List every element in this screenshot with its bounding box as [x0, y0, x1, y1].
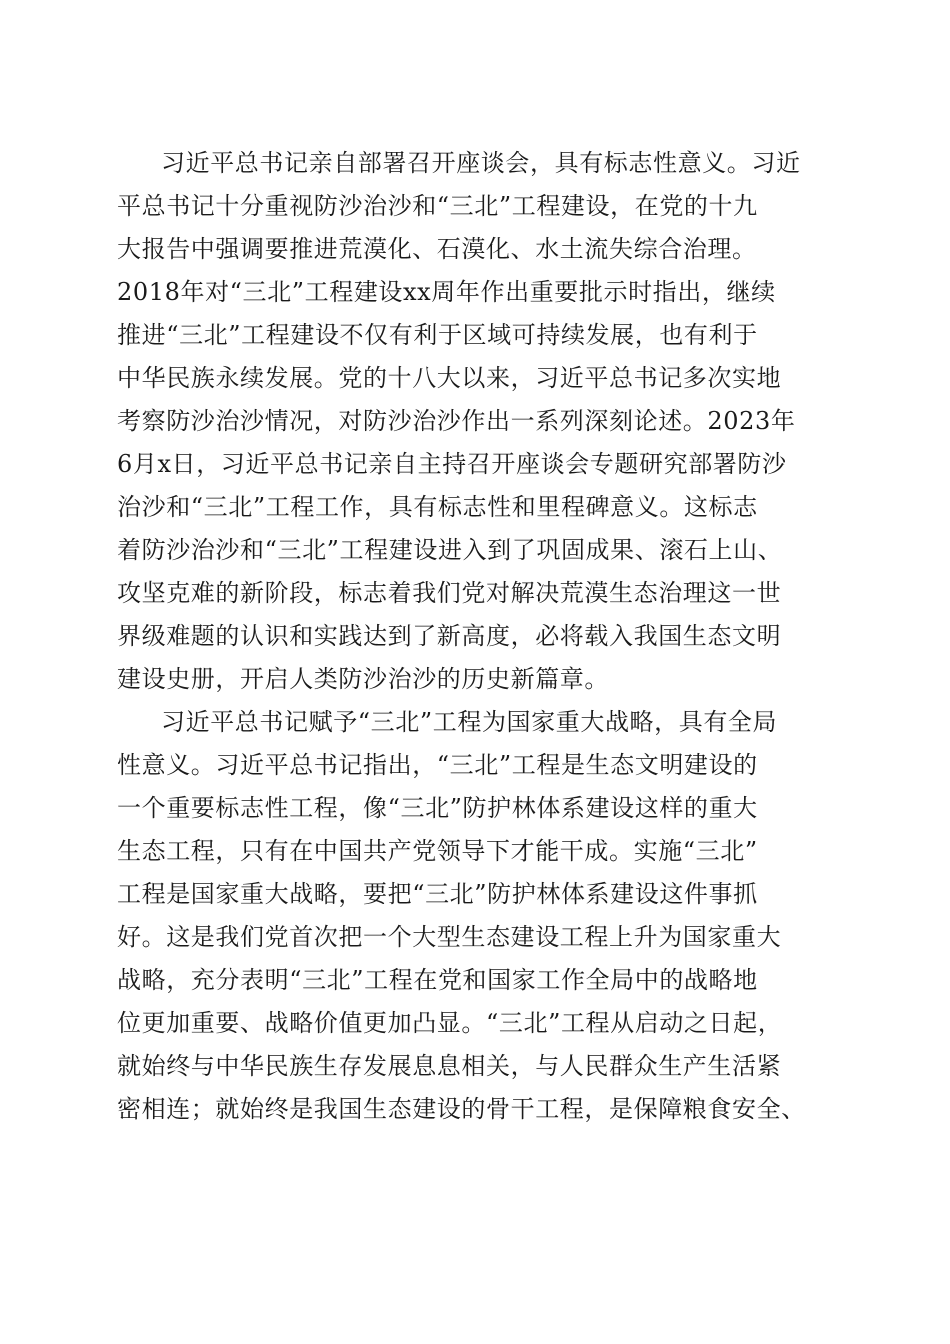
text-line: 中华民族永续发展。党的十八大以来，习近平总书记多次实地: [117, 364, 782, 392]
paragraph-1: [117, 142, 857, 701]
text-line: 好。这是我们党首次把一个大型生态建设工程上升为国家重大: [117, 923, 782, 951]
text-line: 平总书记十分重视防沙治沙和“三北”工程建设，在党的十九: [117, 192, 758, 220]
text-line: 习近平总书记亲自部署召开座谈会，具有标志性意义。习近: [161, 149, 801, 177]
text-line: 习近平总书记赋予“三北”工程为国家重大战略，具有全局: [161, 708, 778, 736]
text-line: 工程是国家重大战略，要把“三北”防护林体系建设这件事抓: [117, 880, 758, 908]
text-line: 2018年对“三北”工程建设xx周年作出重要批示时指出，继续: [117, 278, 776, 306]
text-line: 战略，充分表明“三北”工程在党和国家工作全局中的战略地: [117, 966, 758, 994]
text-line: 生态工程，只有在中国共产党领导下才能干成。实施“三北”: [117, 837, 758, 865]
text-line: 性意义。习近平总书记指出，“三北”工程是生态文明建设的: [117, 751, 758, 779]
text-line: 建设史册，开启人类防沙治沙的历史新篇章。: [117, 665, 609, 693]
text-line: 着防沙治沙和“三北”工程建设进入到了巩固成果、滚石上山、: [117, 536, 783, 564]
text-line: 密相连；就始终是我国生态建设的骨干工程，是保障粮食安全、: [117, 1095, 806, 1123]
text-line: 治沙和“三北”工程工作，具有标志性和里程碑意义。这标志: [117, 493, 758, 521]
body-text: [117, 142, 857, 1131]
text-line: 界级难题的认识和实践达到了新高度，必将载入我国生态文明: [117, 622, 782, 650]
text-line: 一个重要标志性工程，像“三北”防护林体系建设这样的重大: [117, 794, 758, 822]
text-line: 位更加重要、战略价值更加凸显。“三北”工程从启动之日起，: [117, 1009, 783, 1037]
paragraph-2: [117, 701, 857, 1131]
text-line: 考察防沙治沙情况，对防沙治沙作出一系列深刻论述。2023年: [117, 407, 796, 435]
text-line: 就始终与中华民族生存发展息息相关，与人民群众生产生活紧: [117, 1052, 782, 1080]
text-line: 攻坚克难的新阶段，标志着我们党对解决荒漠生态治理这一世: [117, 579, 782, 607]
text-line: 大报告中强调要推进荒漠化、石漠化、水土流失综合治理。: [117, 235, 757, 263]
text-line: 6月x日，习近平总书记亲自主持召开座谈会专题研究部署防沙: [117, 450, 787, 478]
text-line: 推进“三北”工程建设不仅有利于区域可持续发展，也有利于: [117, 321, 758, 349]
